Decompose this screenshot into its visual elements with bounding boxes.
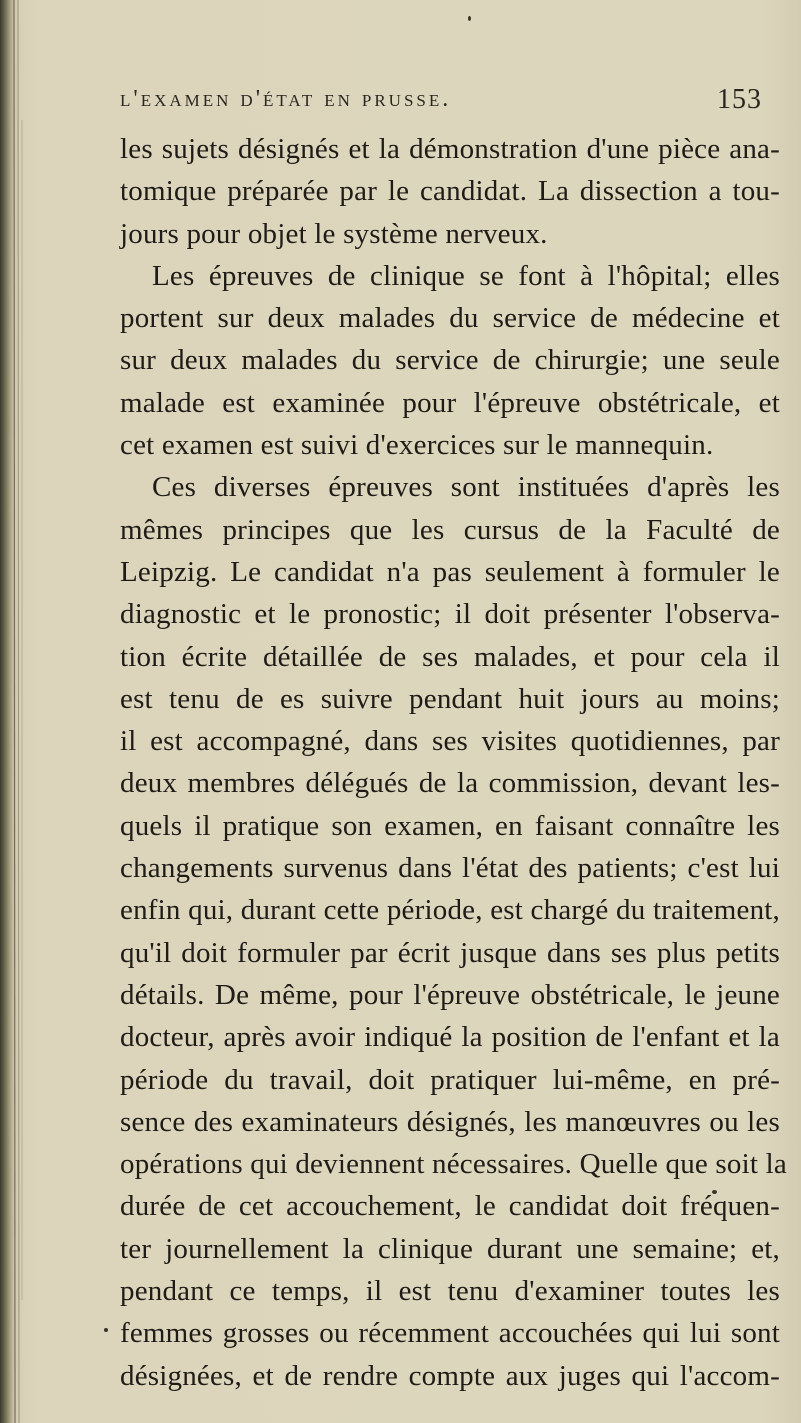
page-header: [116, 78, 766, 118]
text-line: ter journellement la clinique durant une semaine; et,: [120, 1232, 780, 1265]
text-line: qu'il doit formuler par écrit jusque dans ses plus petits: [120, 936, 780, 969]
body-text: [120, 128, 787, 1397]
text-line: deux membres délégués de la commission, devant les-: [120, 767, 780, 800]
text-line: désignées, et de rendre compte aux juges qui l'accom-: [120, 1359, 780, 1392]
text-line: pendant ce temps, il est tenu d'examiner toutes les: [120, 1275, 780, 1308]
paper-speck: [468, 16, 471, 21]
text-line: durée de cet accouchement, le candidat doit fréquen-: [120, 1190, 780, 1223]
text-line: détails. De même, pour l'épreuve obstétricale, le jeune: [120, 978, 780, 1011]
text-line: docteur, après avoir indiqué la position de l'enfant et la: [120, 1021, 780, 1054]
text-line: il est accompagné, dans ses visites quotidiennes, par: [120, 725, 780, 758]
text-line: enfin qui, durant cette période, est chargé du traitement,: [120, 894, 780, 927]
paper-speck: [104, 1328, 108, 1332]
text-line: Leipzig. Le candidat n'a pas seulement à formuler le: [120, 555, 780, 588]
text-line: sur deux malades du service de chirurgie; une seule: [120, 344, 780, 377]
text-line: sence des examinateurs désignés, les manœuvres ou les: [120, 1105, 780, 1138]
text-line: cet examen est suivi d'exercices sur le mannequin.: [120, 429, 714, 462]
text-line: est tenu de es suivre pendant huit jours au moins;: [120, 682, 780, 715]
text-line: tomique préparée par le candidat. La dissection a tou-: [120, 175, 780, 208]
binding-strokes: [12, 0, 28, 1423]
text-line: les sujets désignés et la démonstration d'une pièce ana-: [120, 133, 780, 165]
text-line: tion écrite détaillée de ses malades, et pour cela il: [120, 640, 780, 673]
text-line: femmes grosses ou récemment accouchées qui lui sont: [120, 1317, 780, 1350]
text-line: opérations qui deviennent nécessaires. Quelle que soit la: [120, 1148, 787, 1181]
text-line: Ces diverses épreuves sont instituées d'après les: [152, 471, 780, 504]
text-line: Les épreuves de clinique se font à l'hôpital; elles: [152, 259, 780, 292]
text-line: quels il pratique son examen, en faisant connaître les: [120, 809, 780, 842]
text-line: portent sur deux malades du service de médecine et: [120, 302, 780, 335]
text-line: période du travail, doit pratiquer lui-même, en pré-: [120, 1063, 780, 1096]
text-line: diagnostic et le pronostic; il doit présenter l'observa-: [120, 598, 780, 631]
text-line: malade est examinée pour l'épreuve obstétricale, et: [120, 386, 780, 419]
text-line: mêmes principes que les cursus de la Faculté de: [120, 513, 780, 546]
page-number: 153: [717, 84, 762, 115]
running-head: l'examen d'état en prusse.: [120, 86, 452, 112]
text-line: changements survenus dans l'état des patients; c'est lui: [120, 852, 780, 885]
text-line: jours pour objet le système nerveux.: [120, 217, 548, 250]
